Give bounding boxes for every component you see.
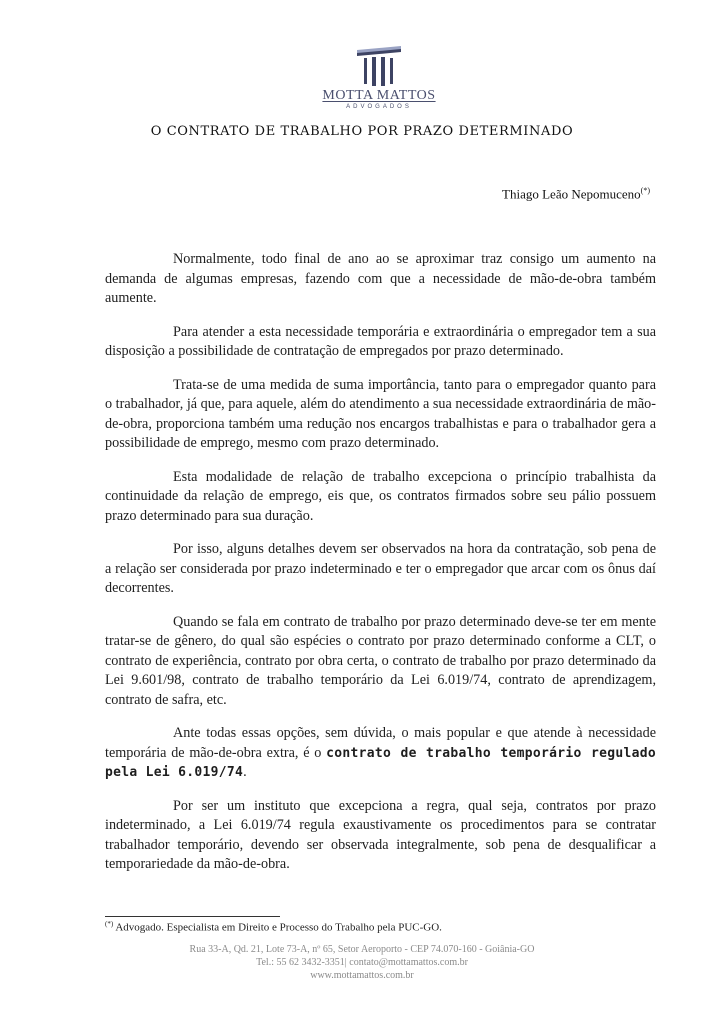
footer-website: www.mottamattos.com.br xyxy=(310,970,414,981)
document-body xyxy=(105,250,656,889)
logo-firm-name: MOTTA MATTOS xyxy=(322,88,436,103)
paragraph: Por isso, alguns detalhes devem ser observados na hora da contratação, sob pena de a relação ser considerada por prazo indeterminado e ter o empregador que arcar com os ônus daí decorrentes. xyxy=(105,541,656,596)
paragraph: Esta modalidade de relação de trabalho excepciona o princípio trabalhista da continuidade da relação de emprego, eis que, os contratos firmados sobre seu pálio possuem prazo determinado para sua duração. xyxy=(105,468,656,524)
paragraph-text: Ante todas essas opções, sem dúvida, o mais popular e que atende à necessidade temporária de mão-de-obra extra, é o xyxy=(105,725,656,761)
paragraph-emphasis: contrato de trabalho temporário regulado pela Lei 6.019/74 xyxy=(105,745,656,780)
paragraph: Trata-se de uma medida de suma importância, tanto para o empregador quanto para o trabalhador, já que, para aquele, além do atendimento a sua necessidade extraordinária de mão-de-obra, proporciona também uma redução nos encargos trabalhistas e para o trabalhador gera a possibilidade de emprego, mesmo com prazo determinado. xyxy=(105,376,656,451)
paragraph xyxy=(105,724,656,783)
footnote-mark: (*) xyxy=(105,920,114,928)
footnote-text: Advogado. Especialista em Direito e Processo do Trabalho pela PUC-GO. xyxy=(113,921,442,934)
paragraph: Para atender a esta necessidade temporária e extraordinária o empregador tem a sua disposição a possibilidade de contratação de empregados por prazo determinado. xyxy=(105,323,656,359)
paragraph-text-end: . xyxy=(243,764,247,780)
author-line xyxy=(502,186,650,202)
paragraph: Quando se fala em contrato de trabalho por prazo determinado deve-se ter em mente tratar-se de gênero, do qual são espécies o contrato por prazo determinado conforme a CLT, o contrato de experiência, contrato por obra certa, o contrato de trabalho por prazo determinado da Lei 9.601/98, contrato de trabalho temporário da Lei 6.019/74, contrato de aprendizagem, contrato de safra, etc. xyxy=(105,613,656,708)
logo-subtitle: ADVOGADOS xyxy=(346,104,412,110)
paragraph: Por ser um instituto que excepciona a regra, qual seja, contratos por prazo indeterminado, a Lei 6.019/74 regula exaustivamente os procedimentos para se contratar trabalhador temporário, devendo ser observada integralmente, sob pena de desqualificar a temporariedade da mão-de-obra. xyxy=(105,797,656,872)
footer-contact: Tel.: 55 62 3432-3351| contato@mottamattos.com.br xyxy=(256,957,468,968)
author-footnote-mark: (*) xyxy=(640,186,650,195)
firm-logo xyxy=(318,44,440,120)
footnote-divider xyxy=(105,916,280,917)
footnote xyxy=(105,920,442,934)
footer-address: Rua 33-A, Qd. 21, Lote 73-A, nº 65, Setor Aeroporto - CEP 74.070-160 - Goiânia-GO xyxy=(189,944,535,955)
author-name: Thiago Leão Nepomuceno xyxy=(502,186,641,202)
page-footer xyxy=(0,943,724,982)
document-title: O CONTRATO DE TRABALHO POR PRAZO DETERMINADO xyxy=(150,124,574,139)
paragraph: Normalmente, todo final de ano ao se aproximar traz consigo um aumento na demanda de algumas empresas, fazendo com que a necessidade de mão-de-obra também aumente. xyxy=(105,251,656,306)
columns-logo-icon xyxy=(355,44,403,88)
